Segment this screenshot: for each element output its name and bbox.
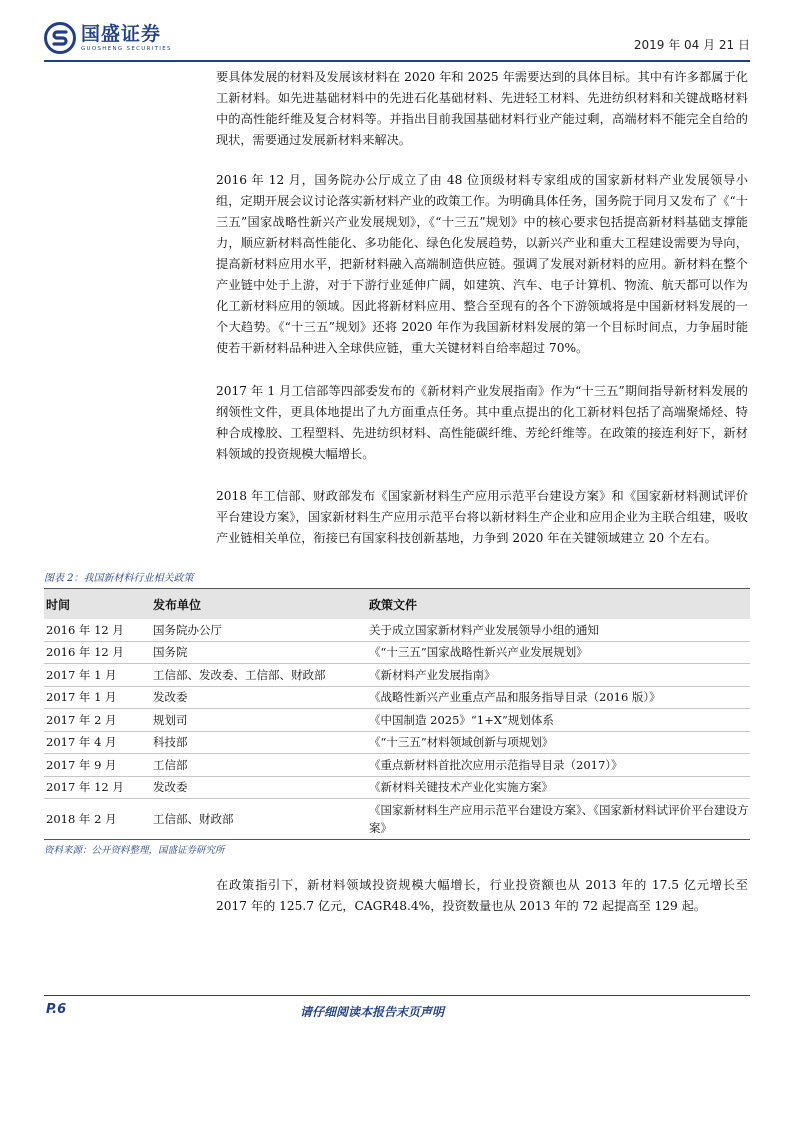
cell-issuer: 工信部 xyxy=(151,754,367,777)
table-row xyxy=(44,686,750,709)
paragraph-4: 2018 年工信部、财政部发布《国家新材料生产应用示范平台建设方案》和《国家新材料测试评价平台建设方案》，国家新材料生产应用示范平台将以新材料生产企业和应用企业为主联合组建，吸收产业链相关单位，衔接已有国家科技创新基地，力争到 2020 年在关键领域建立 20 个左右。 xyxy=(216,489,748,545)
column-header-time: 时间 xyxy=(44,589,151,620)
cell-document: 关于成立国家新材料产业发展领导小组的通知 xyxy=(367,619,750,641)
cell-issuer: 工信部、财政部 xyxy=(151,799,367,840)
footer-disclaimer: 请仔细阅读本报告末页声明 xyxy=(300,1005,445,1019)
cell-time: 2017 年 4 月 xyxy=(44,731,151,754)
cell-issuer: 发改委 xyxy=(151,776,367,799)
cell-time: 2017 年 2 月 xyxy=(44,709,151,732)
table-header-row xyxy=(44,589,750,620)
cell-document: 《新材料产业发展指南》 xyxy=(367,664,750,687)
policy-table xyxy=(44,588,750,840)
cell-time: 2016 年 12 月 xyxy=(44,641,151,664)
cell-document: 《战略性新兴产业重点产品和服务指导目录（2016 版）》 xyxy=(367,686,750,709)
logo-mark-icon xyxy=(44,22,76,54)
cell-document: 《“十三五”材料领域创新与项规划》 xyxy=(367,731,750,754)
table-row xyxy=(44,641,750,664)
table-row xyxy=(44,709,750,732)
header-divider xyxy=(44,60,750,62)
column-header-issuer: 发布单位 xyxy=(151,589,367,620)
paragraph-5: 在政策指引下，新材料领域投资规模大幅增长，行业投资额也从 2013 年的 17.5 亿元增长至 2017 年的 125.7 亿元，CAGR48.4%，投资数量也从 2013 年的 72 起提高至 129 起。 xyxy=(216,878,748,913)
figure-caption: 图表 2：我国新材料行业相关政策 xyxy=(44,573,194,584)
cell-issuer: 发改委 xyxy=(151,686,367,709)
cell-document: 《中国制造 2025》“1+X”规划体系 xyxy=(367,709,750,732)
paragraph-1: 要具体发展的材料及发展该材料在 2020 年和 2025 年需要达到的具体目标。其中有许多都属于化工新材料。如先进基础材料中的先进石化基础材料、先进轻工材料、先进纺织材料和关键战略材料中的高性能纤维及复合材料等。并指出目前我国基础材料行业产能过剩，高端材料不能完全自给的现状，需要通过发展新材料来解决。 xyxy=(216,70,748,147)
cell-time: 2017 年 1 月 xyxy=(44,664,151,687)
table-row xyxy=(44,731,750,754)
cell-document: 《“十三五”国家战略性新兴产业发展规划》 xyxy=(367,641,750,664)
table-row xyxy=(44,799,750,840)
page-number: P.6 xyxy=(46,1002,67,1017)
cell-issuer: 规划司 xyxy=(151,709,367,732)
company-logo xyxy=(44,22,172,54)
column-header-document: 政策文件 xyxy=(367,589,750,620)
paragraph-2: 2016 年 12 月，国务院办公厅成立了由 48 位顶级材料专家组成的国家新材料产业发展领导小组，定期开展会议讨论落实新材料产业的政策工作。为明确具体任务，国务院于同月又发布了《“十三五”国家战略性新兴产业发展规划》，《“十三五”规划》中的核心要求包括提高新材料基础支撑能力，顺应新材料高性能化、多功能化、绿色化发展趋势，以新兴产业和重大工程建设需要为导向，提高新材料应用水平，把新材料融入高端制造供应链。强调了发展对新材料的应用。新材料在整个产业链中处于上游，对于下游行业延伸广阔，如建筑、汽车、电子计算机、物流、航天都可以作为化工新材料应用的领域。因此将新材料应用、整合至现有的各个下游领域将是中国新材料发展的一个大趋势。《“十三五”规划》还将 2020 年作为我国新材料发展的第一个目标时间点，力争届时能使若干新材料品种进入全球供应链，重大关键材料自给率超过 70%。 xyxy=(216,173,748,355)
table-row xyxy=(44,754,750,777)
table-row xyxy=(44,619,750,641)
brand-name-en: GUOSHENG SECURITIES xyxy=(81,45,172,52)
cell-issuer: 工信部、发改委、工信部、财政部 xyxy=(151,664,367,687)
cell-issuer: 国务院办公厅 xyxy=(151,619,367,641)
cell-time: 2017 年 9 月 xyxy=(44,754,151,777)
cell-time: 2016 年 12 月 xyxy=(44,619,151,641)
footer-divider xyxy=(44,995,750,996)
cell-time: 2017 年 1 月 xyxy=(44,686,151,709)
cell-time: 2018 年 2 月 xyxy=(44,799,151,840)
brand-name-cn: 国盛证券 xyxy=(81,22,162,45)
cell-document: 《新材料关键技术产业化实施方案》 xyxy=(367,776,750,799)
report-date: 2019 年 04 月 21 日 xyxy=(633,38,750,52)
cell-document: 《重点新材料首批次应用示范指导目录（2017）》 xyxy=(367,754,750,777)
cell-issuer: 国务院 xyxy=(151,641,367,664)
cell-time: 2017 年 12 月 xyxy=(44,776,151,799)
table-row xyxy=(44,776,750,799)
cell-document: 《国家新材料生产应用示范平台建设方案》、《国家新材料试评价平台建设方案》 xyxy=(367,799,750,840)
paragraph-3: 2017 年 1 月工信部等四部委发布的《新材料产业发展指南》作为“十三五”期间指导新材料发展的纲领性文件，更具体地提出了九方面重点任务。其中重点提出的化工新材料包括了高端聚烯烃、特种合成橡胶、工程塑料、先进纺织材料、高性能碳纤维、芳纶纤维等。在政策的接连利好下，新材料领域的投资规模大幅增长。 xyxy=(216,384,748,461)
table-row xyxy=(44,664,750,687)
cell-issuer: 科技部 xyxy=(151,731,367,754)
table-source-note: 资料来源：公开资料整理，国盛证券研究所 xyxy=(44,845,225,856)
page-header xyxy=(44,22,750,62)
